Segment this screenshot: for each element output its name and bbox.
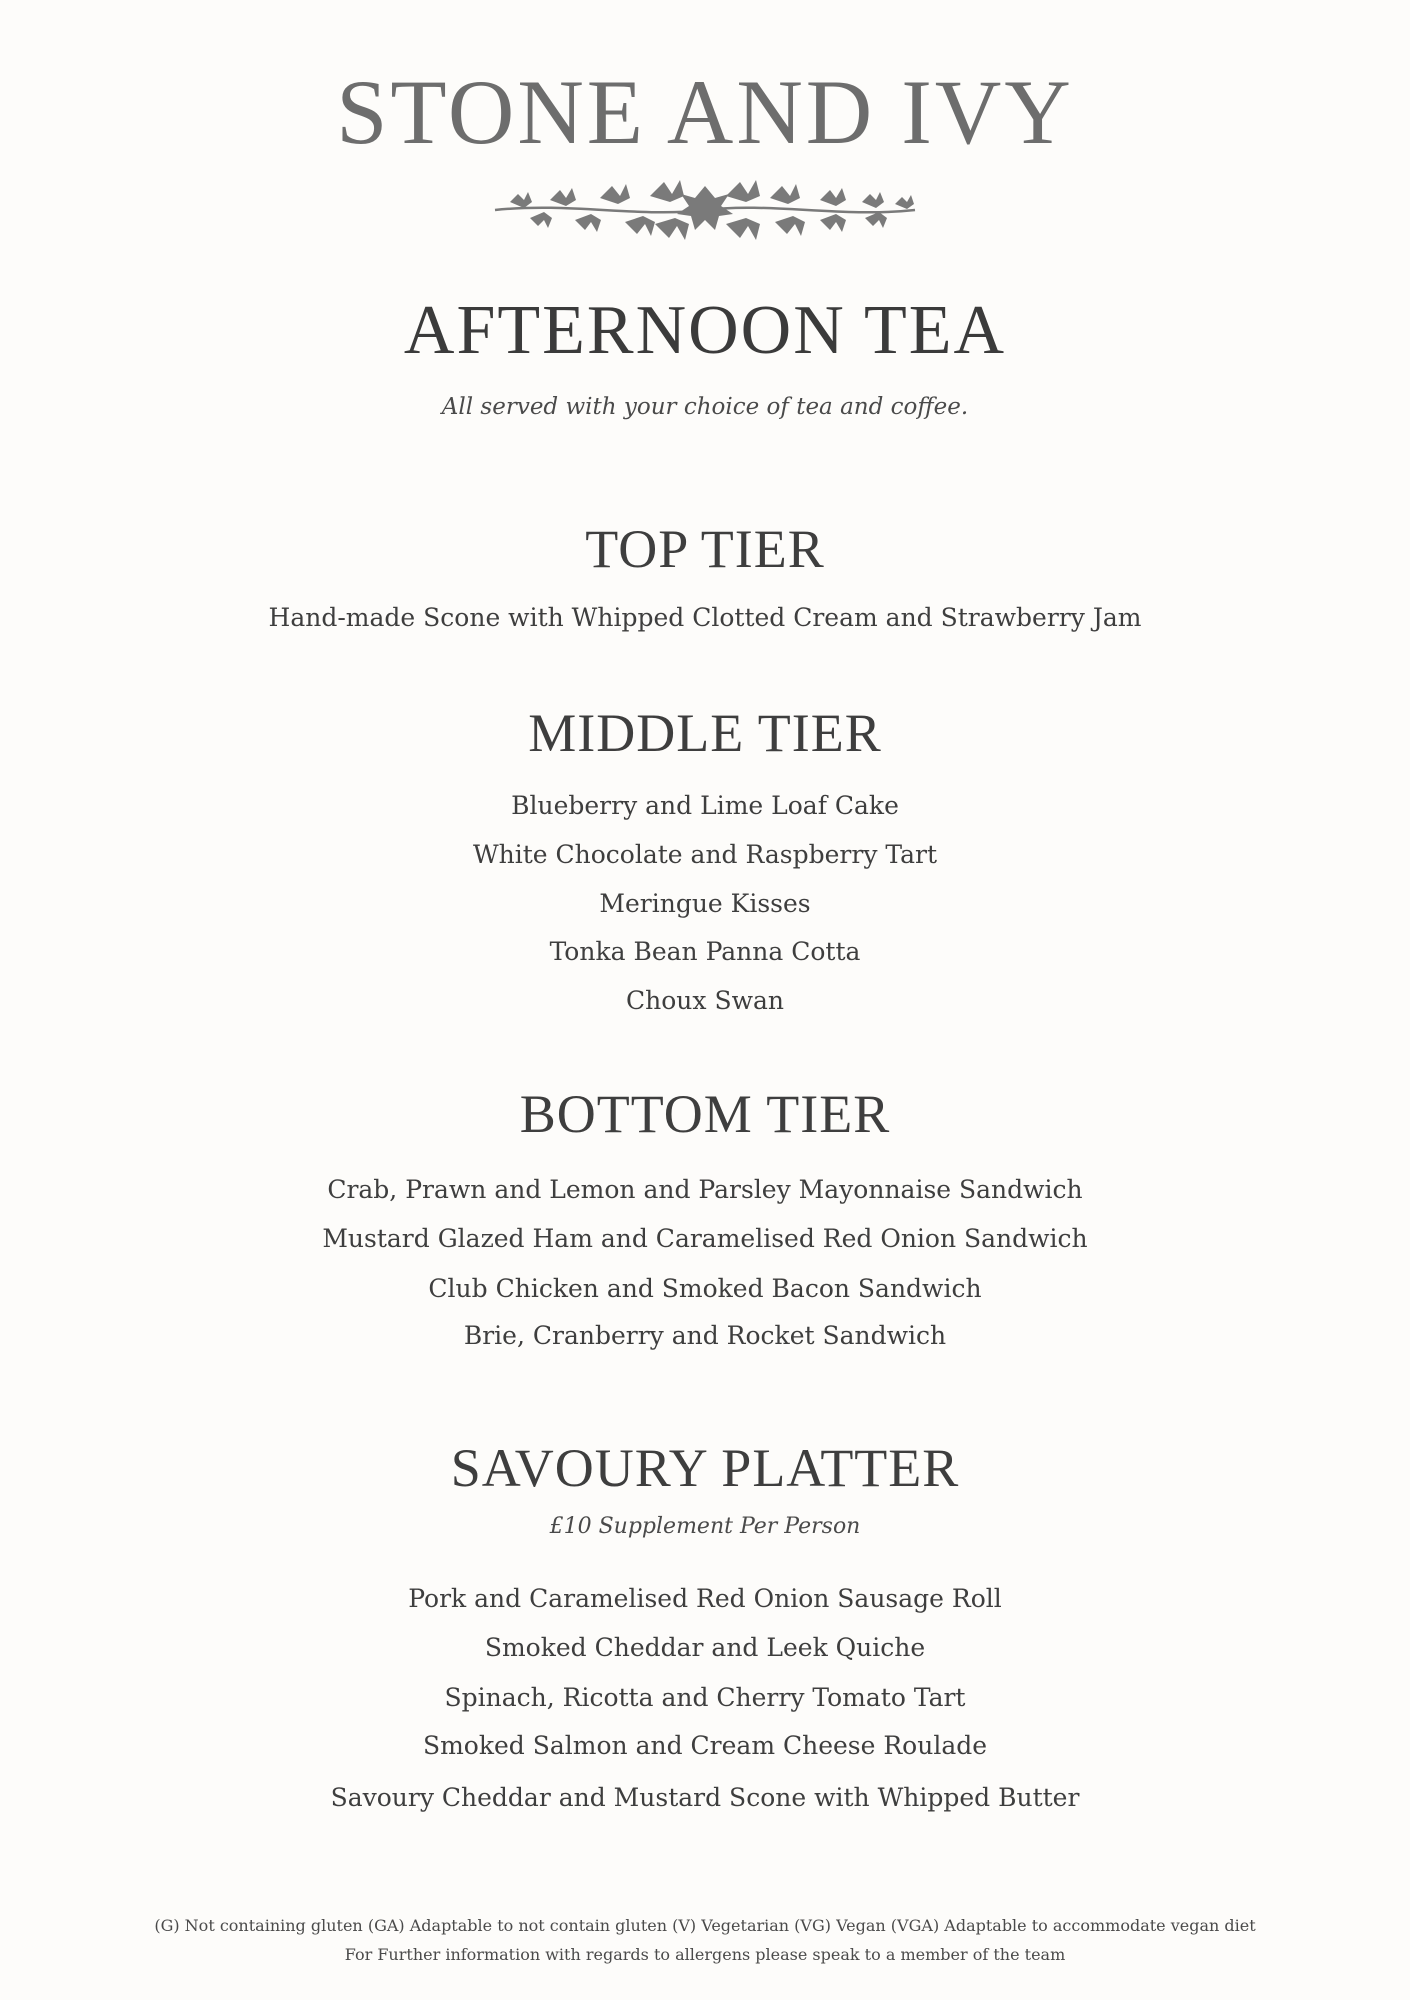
menu-subtitle: All served with your choice of tea and coffee.: [441, 394, 969, 420]
savoury-platter-heading: SAVOURY PLATTER: [450, 1438, 960, 1498]
middle-tier-heading: MIDDLE TIER: [528, 703, 882, 763]
allergen-contact-note: For Further information with regards to allergens please speak to a member of the team: [344, 1945, 1066, 1964]
bottom-tier-item: Club Chicken and Smoked Bacon Sandwich: [428, 1274, 982, 1303]
savoury-item: Smoked Salmon and Cream Cheese Roulade: [422, 1731, 988, 1760]
savoury-supplement-note: £10 Supplement Per Person: [549, 1514, 861, 1539]
middle-tier-item: Meringue Kisses: [599, 889, 811, 918]
top-tier-heading: TOP TIER: [585, 519, 825, 579]
savoury-item: Pork and Caramelised Red Onion Sausage Roll: [408, 1584, 1002, 1613]
top-tier-item: Hand-made Scone with Whipped Clotted Cream and Strawberry Jam: [268, 603, 1142, 632]
middle-tier-item: Choux Swan: [626, 986, 784, 1015]
savoury-item: Smoked Cheddar and Leek Quiche: [484, 1633, 926, 1662]
bottom-tier-heading: BOTTOM TIER: [519, 1084, 891, 1144]
brand-name: STONE AND IVY: [336, 61, 1074, 163]
bottom-tier-item: Crab, Prawn and Lemon and Parsley Mayonnaise Sandwich: [327, 1175, 1083, 1204]
middle-tier-item: Blueberry and Lime Loaf Cake: [511, 791, 899, 820]
menu-title: AFTERNOON TEA: [403, 292, 1007, 369]
allergen-legend: (G) Not containing gluten (GA) Adaptable to not contain gluten (V) Vegetarian (VG) Vegan (VGA) Adaptable to accommodate vegan diet: [154, 1916, 1256, 1935]
middle-tier-item: White Chocolate and Raspberry Tart: [472, 840, 938, 869]
bottom-tier-item: Brie, Cranberry and Rocket Sandwich: [463, 1321, 947, 1350]
savoury-item: Spinach, Ricotta and Cherry Tomato Tart: [444, 1683, 966, 1712]
bottom-tier-item: Mustard Glazed Ham and Caramelised Red Onion Sandwich: [322, 1224, 1088, 1253]
ivy-vine-ornament-icon: [490, 172, 920, 248]
savoury-item: Savoury Cheddar and Mustard Scone with Whipped Butter: [330, 1783, 1080, 1812]
middle-tier-item: Tonka Bean Panna Cotta: [549, 937, 861, 966]
